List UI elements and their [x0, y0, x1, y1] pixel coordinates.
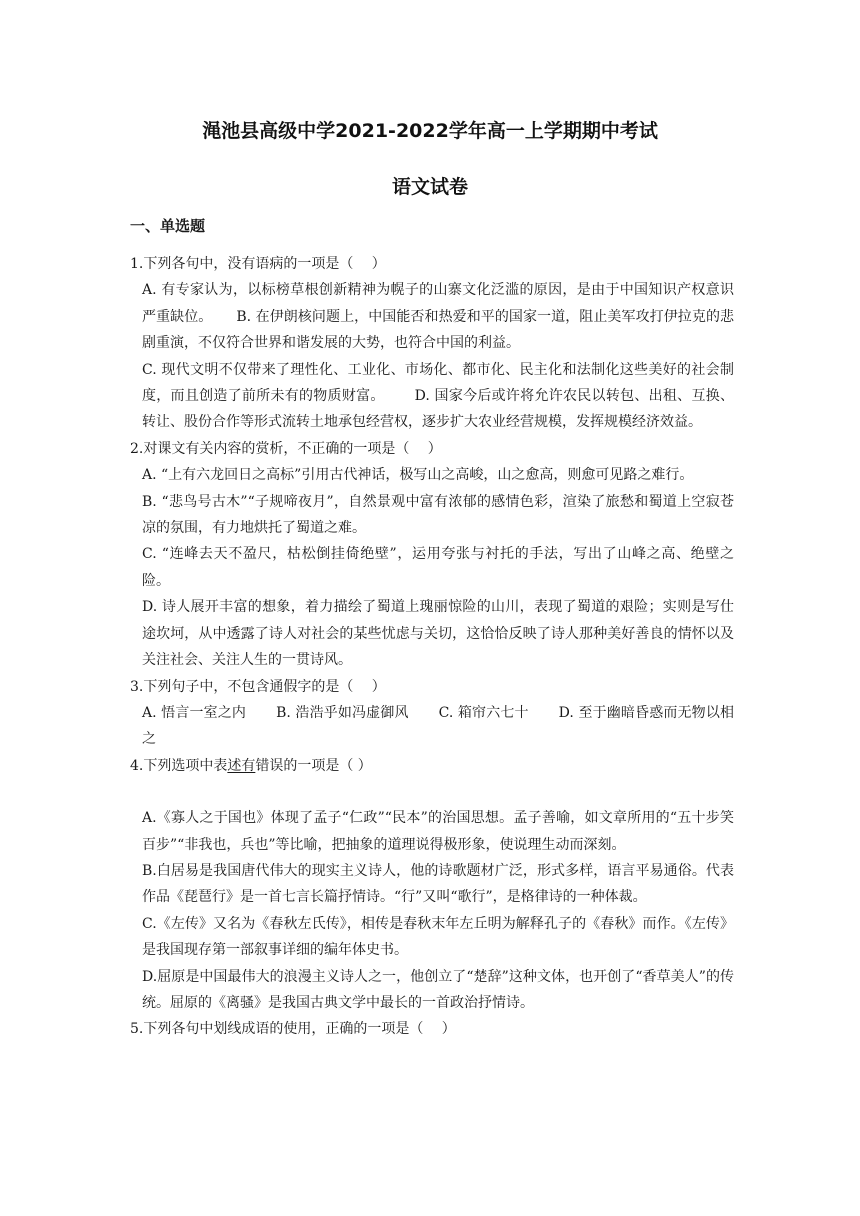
question-4-stem: [130, 753, 734, 779]
question-5-stem: 5.下列各句中划线成语的使用，正确的一项是（ ）: [130, 1021, 456, 1038]
question-1-option-c: C. 现代文明不仅带来了理性化、工业化、市场化、都市化、民主化和法制化这些美好的社会制度，而且创造了前所未有的物质财富。: [142, 361, 734, 405]
question-3-option-b: B. 浩浩乎如冯虚御风: [276, 704, 409, 721]
question-4-option-d: D.屈原是中国最伟大的浪漫主义诗人之一，他创立了“楚辞”这种文体，也开创了“香草美人”的传统。屈原的《离骚》是我国古典文学中最长的一首政治抒情诗。: [142, 968, 734, 1011]
question-3-option-d: D. 至于幽暗昏惑而无物以相之: [142, 704, 734, 748]
question-3-option-a: A. 悟言一室之内: [142, 704, 247, 721]
question-2-option-a: A. “上有六龙回日之高标”引用古代神话，极写山之高峻，山之愈高，则愈可见路之难行。: [142, 467, 694, 484]
question-4-option-a: A.《寡人之于国也》体现了孟子“仁政”“民本”的治国思想。孟子善喻，如文章所用的“五十步笑百步”“非我也，兵也”等比喻，把抽象的道理说得极形象，使说理生动而深刻。: [142, 810, 734, 853]
blank-line: [130, 779, 734, 805]
question-1-options-cd: [130, 357, 734, 436]
question-4-stem-post: 错误的一项是（ ）: [255, 757, 372, 774]
question-2-stem: 2.对课文有关内容的赏析，不正确的一项是（ ）: [130, 440, 442, 457]
question-1-option-a: A. 有专家认为，以标榜草根创新精神为幌子的山寨文化泛滥的原因，是由于中国知识产权意识严重缺位。: [142, 282, 734, 325]
section-heading: 一、单选题: [130, 217, 206, 235]
question-4-option-c: C.《左传》又名为《春秋左氏传》，相传是春秋末年左丘明为解释孔子的《春秋》而作。《左传》是我国现存第一部叙事详细的编年体史书。: [142, 915, 734, 959]
question-3-option-c: C. 箱帘六七十: [438, 704, 529, 721]
question-4-stem-underlined: 述有: [227, 757, 256, 774]
question-1-option-d: D. 国家今后或许将允许农民以转包、出租、互换、转让、股份合作等形式流转土地承包经营权，逐步扩大农业经营规模，发挥规模经济效益。: [142, 388, 734, 431]
question-1-options-ab: [130, 277, 734, 356]
question-3-stem: 3.下列句子中，不包含通假字的是（ ）: [130, 678, 386, 695]
question-2-option-b: B. “悲鸟号古木”“子规啼夜月”，自然景观中富有浓郁的感情色彩，渲染了旅愁和蜀道上空寂苍凉的氛围，有力地烘托了蜀道之难。: [142, 493, 734, 537]
exam-subtitle: 语文试卷: [391, 176, 468, 198]
exam-body: [130, 251, 734, 1043]
question-2-option-d: D. 诗人展开丰富的想象，着力描绘了蜀道上瑰丽惊险的山川，表现了蜀道的艰险；实则是写仕途坎坷，从中透露了诗人对社会的某些忧虑与关切，这恰恰反映了诗人那种美好善良的情怀以及关注社会、关注人生的一贯诗风。: [142, 599, 734, 669]
question-1-stem: 1.下列各句中，没有语病的一项是（ ）: [130, 256, 386, 272]
question-3-options: [130, 700, 734, 753]
question-4-option-b: B.白居易是我国唐代伟大的现实主义诗人，他的诗歌题材广泛，形式多样，语言平易通俗。代表作品《琵琶行》是一首七言长篇抒情诗。“行”又叫“歌行”，是格律诗的一种体裁。: [142, 862, 734, 906]
question-2-option-c: C. “连峰去天不盈尺，枯松倒挂倚绝壁”，运用夸张与衬托的手法，写出了山峰之高、绝壁之险。: [142, 546, 734, 589]
question-4-stem-pre: 4.下列选项中表: [130, 757, 228, 774]
exam-title: 渑池县高级中学2021-2022学年高一上学期期中考试: [202, 120, 658, 142]
question-1-option-b: B. 在伊朗核问题上，中国能否和热爱和平的国家一道，阻止美军攻打伊拉克的悲剧重演，不仅符合世界和谐发展的大势，也符合中国的利益。: [142, 308, 735, 352]
